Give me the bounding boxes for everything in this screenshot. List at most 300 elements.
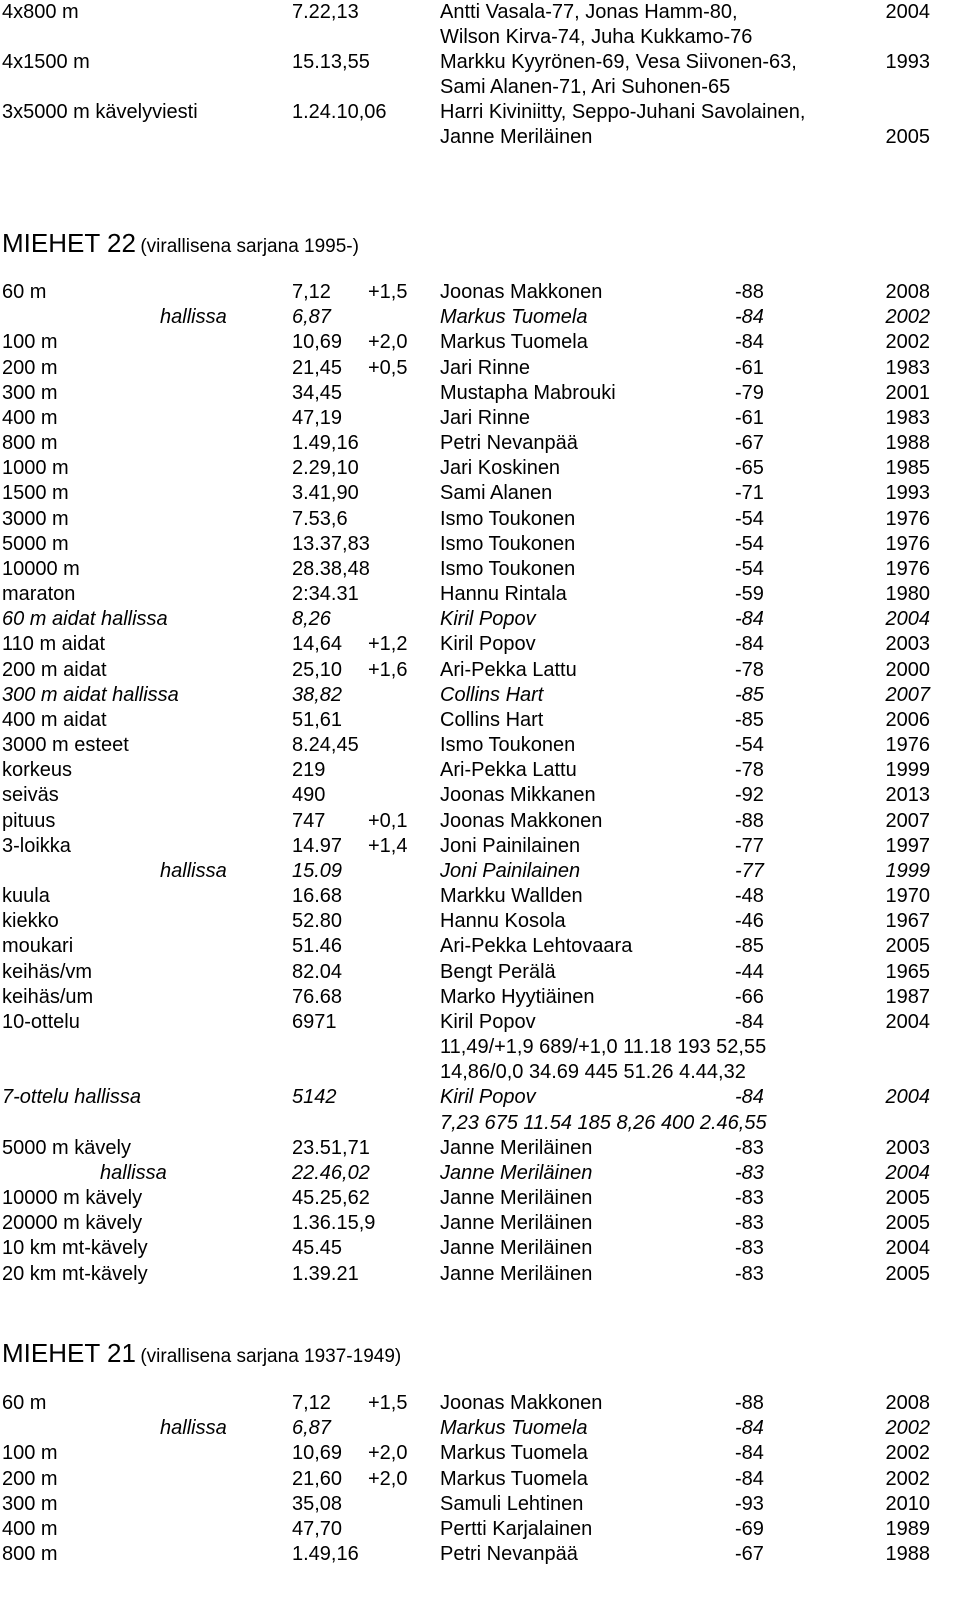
birth-year: -88: [735, 1392, 764, 1414]
record-result: 21,45: [292, 356, 343, 379]
birth-year: -84: [735, 331, 764, 354]
record-result: 7.22,13: [292, 1, 359, 23]
event-name: 3x5000 m kävelyviesti: [2, 101, 198, 123]
record-year: 2004: [885, 1237, 930, 1260]
record-result: 8.24,45: [292, 734, 359, 757]
record-result: 13.37,83: [292, 532, 370, 555]
event-name: 200 m: [2, 356, 58, 379]
birth-year: -93: [735, 1492, 764, 1515]
record-row: [0, 456, 960, 481]
birth-year: -61: [735, 356, 764, 379]
athlete-name: Kiril Popov: [440, 633, 536, 656]
record-row: [0, 356, 960, 381]
record-result: 16.68: [292, 885, 343, 908]
record-row: [0, 934, 960, 959]
record-year: 1999: [885, 759, 930, 782]
record-result: 7.53,6: [292, 507, 348, 530]
birth-year: -78: [735, 759, 764, 782]
event-details: 14,86/0,0 34.69 445 51.26 4.44,32: [440, 1061, 746, 1084]
athlete-name: Joonas Mikkanen: [440, 784, 596, 807]
record-row: [0, 431, 960, 456]
record-result: 25,10: [292, 658, 343, 681]
record-year: 2005: [885, 1212, 930, 1235]
event-name: kiekko: [2, 910, 59, 933]
record-year: 2008: [885, 281, 930, 303]
wind-reading: +0,5: [368, 356, 408, 379]
event-name: hallissa: [160, 306, 227, 329]
birth-year: -77: [735, 834, 764, 857]
record-result: 52.80: [292, 910, 343, 933]
record-result: 82.04: [292, 960, 343, 983]
record-result: 47,19: [292, 406, 343, 429]
event-name: kuula: [2, 885, 50, 908]
record-result: 14,64: [292, 633, 343, 656]
record-row: [0, 1391, 960, 1416]
record-row: [0, 1085, 960, 1110]
record-row: [0, 330, 960, 355]
relay-row: [0, 100, 960, 125]
record-year: 2005: [885, 1187, 930, 1210]
relay-row: [0, 0, 960, 25]
record-year: 2002: [885, 1467, 930, 1490]
record-result: 10,69: [292, 1442, 343, 1465]
athlete-name: Joonas Makkonen: [440, 1392, 603, 1414]
record-result: 490: [292, 784, 326, 807]
athlete-name: Collins Hart: [440, 708, 544, 731]
record-result: 1.39.21: [292, 1262, 359, 1285]
section-title-text: MIEHET 21: [2, 1338, 136, 1368]
record-result: 7,12: [292, 1392, 331, 1414]
record-year: 2004: [885, 1161, 930, 1184]
record-row: [0, 1467, 960, 1492]
record-row: [0, 532, 960, 557]
record-row: [0, 658, 960, 683]
athlete-name: Samuli Lehtinen: [440, 1492, 584, 1515]
event-name: hallissa: [100, 1161, 167, 1184]
record-row: [0, 1136, 960, 1161]
athlete-name: Collins Hart: [440, 683, 544, 706]
event-name: 400 m: [2, 406, 58, 429]
event-name: pituus: [2, 809, 56, 832]
record-year: 1985: [885, 457, 930, 480]
record-detail-row: [0, 1060, 960, 1085]
wind-reading: +2,0: [368, 331, 408, 354]
record-year: 1999: [885, 859, 930, 882]
record-year: 2007: [885, 809, 930, 832]
record-row: [0, 507, 960, 532]
birth-year: -79: [735, 381, 764, 404]
relay-team-continued: Janne Meriläinen: [440, 126, 593, 148]
athlete-name: Janne Meriläinen: [440, 1136, 593, 1159]
event-name: hallissa: [160, 1417, 227, 1440]
athlete-name: Janne Meriläinen: [440, 1187, 593, 1210]
birth-year: -84: [735, 633, 764, 656]
event-name: hallissa: [160, 859, 227, 882]
record-row: [0, 280, 960, 305]
event-details: 7,23 675 11.54 185 8,26 400 2.46,55: [440, 1111, 767, 1134]
record-year: 2002: [885, 1417, 930, 1440]
birth-year: -85: [735, 683, 764, 706]
section-title-miehet-22: [2, 228, 359, 259]
athlete-name: Ari-Pekka Lattu: [440, 658, 577, 681]
record-detail-row: [0, 1035, 960, 1060]
athlete-name: Kiril Popov: [440, 1010, 536, 1033]
record-result: 3.41,90: [292, 482, 359, 505]
record-row: [0, 1236, 960, 1261]
athlete-name: Joonas Makkonen: [440, 281, 603, 303]
wind-reading: +1,2: [368, 633, 408, 656]
athlete-name: Joonas Makkonen: [440, 809, 603, 832]
record-row: [0, 708, 960, 733]
record-year: 1976: [885, 532, 930, 555]
birth-year: -83: [735, 1262, 764, 1285]
record-result: 10,69: [292, 331, 343, 354]
record-year: 2004: [885, 1, 930, 23]
record-result: 219: [292, 759, 326, 782]
record-year: 2002: [885, 306, 930, 329]
record-row: [0, 960, 960, 985]
record-row: [0, 607, 960, 632]
birth-year: -83: [735, 1237, 764, 1260]
athlete-name: Mustapha Mabrouki: [440, 381, 616, 404]
record-year: 1988: [885, 1543, 930, 1566]
record-row: [0, 859, 960, 884]
record-row: [0, 758, 960, 783]
record-result: 51,61: [292, 708, 343, 731]
record-year: 2005: [885, 1262, 930, 1285]
event-name: 4x1500 m: [2, 51, 90, 73]
record-year: 1983: [885, 356, 930, 379]
event-name: 3-loikka: [2, 834, 71, 857]
relay-row-continued: [0, 25, 960, 50]
birth-year: -83: [735, 1212, 764, 1235]
record-row: [0, 733, 960, 758]
athlete-name: Hannu Kosola: [440, 910, 566, 933]
birth-year: -88: [735, 281, 764, 303]
athlete-name: Jari Rinne: [440, 406, 531, 429]
record-result: 1.24.10,06: [292, 101, 387, 123]
athlete-name: Petri Nevanpää: [440, 432, 578, 455]
record-year: 1967: [885, 910, 930, 933]
record-row: [0, 1517, 960, 1542]
record-result: 1.49,16: [292, 432, 359, 455]
record-year: 1989: [885, 1517, 930, 1540]
record-year: 2004: [885, 608, 930, 631]
record-year: 1987: [885, 985, 930, 1008]
relay-team: Markku Kyyrönen-69, Vesa Siivonen-63,: [440, 51, 797, 73]
athlete-name: Janne Meriläinen: [440, 1262, 593, 1285]
birth-year: -65: [735, 457, 764, 480]
record-row: [0, 1186, 960, 1211]
record-year: 1976: [885, 734, 930, 757]
record-row: [0, 381, 960, 406]
event-name: 10 km mt-kävely: [2, 1237, 148, 1260]
record-row: [0, 481, 960, 506]
record-year: 1970: [885, 885, 930, 908]
section-subtitle: (virallisena sarjana 1995-): [140, 236, 359, 257]
athlete-name: Bengt Perälä: [440, 960, 556, 983]
record-result: 7,12: [292, 281, 331, 303]
event-name: 100 m: [2, 331, 58, 354]
event-name: 1500 m: [2, 482, 69, 505]
event-name: 4x800 m: [2, 1, 79, 23]
record-year: 2003: [885, 1136, 930, 1159]
athlete-name: Markus Tuomela: [440, 1417, 588, 1440]
record-result: 15.09: [292, 859, 343, 882]
event-name: 5000 m: [2, 532, 69, 555]
record-row: [0, 557, 960, 582]
athlete-name: Janne Meriläinen: [440, 1237, 593, 1260]
athlete-name: Ari-Pekka Lehtovaara: [440, 935, 633, 958]
athlete-name: Marko Hyytiäinen: [440, 985, 595, 1008]
event-name: korkeus: [2, 759, 73, 782]
event-name: 400 m: [2, 1517, 58, 1540]
athlete-name: Markus Tuomela: [440, 306, 588, 329]
record-year: 1997: [885, 834, 930, 857]
birth-year: -61: [735, 406, 764, 429]
birth-year: -44: [735, 960, 764, 983]
wind-reading: +1,5: [368, 1392, 408, 1414]
birth-year: -48: [735, 885, 764, 908]
athlete-name: Janne Meriläinen: [440, 1212, 593, 1235]
record-result: 747: [292, 809, 326, 832]
birth-year: -54: [735, 532, 764, 555]
relay-team: Harri Kiviniitty, Seppo-Juhani Savolainen,: [440, 101, 806, 123]
record-result: 15.13,55: [292, 51, 370, 73]
athlete-name: Ismo Toukonen: [440, 507, 576, 530]
record-row: [0, 909, 960, 934]
record-row: [0, 834, 960, 859]
event-name: 200 m aidat: [2, 658, 107, 681]
record-result: 1.49,16: [292, 1543, 359, 1566]
record-result: 45.25,62: [292, 1187, 370, 1210]
relay-team: Antti Vasala-77, Jonas Hamm-80,: [440, 1, 738, 23]
event-name: keihäs/vm: [2, 960, 93, 983]
record-result: 1.36.15,9: [292, 1212, 376, 1235]
record-result: 6,87: [292, 1417, 331, 1440]
record-row: [0, 1161, 960, 1186]
wind-reading: +1,4: [368, 834, 408, 857]
record-result: 76.68: [292, 985, 343, 1008]
record-year: 2000: [885, 658, 930, 681]
athlete-name: Markus Tuomela: [440, 1442, 588, 1465]
record-result: 34,45: [292, 381, 343, 404]
birth-year: -85: [735, 935, 764, 958]
relay-row-continued: [0, 125, 960, 150]
birth-year: -71: [735, 482, 764, 505]
event-name: 10000 m: [2, 557, 80, 580]
athlete-name: Pertti Karjalainen: [440, 1517, 593, 1540]
record-row: [0, 683, 960, 708]
event-name: moukari: [2, 935, 74, 958]
record-row: [0, 632, 960, 657]
birth-year: -83: [735, 1161, 764, 1184]
birth-year: -78: [735, 658, 764, 681]
record-result: 6,87: [292, 306, 331, 329]
athlete-name: Petri Nevanpää: [440, 1543, 578, 1566]
birth-year: -77: [735, 859, 764, 882]
record-result: 5142: [292, 1086, 337, 1109]
record-result: 21,60: [292, 1467, 343, 1490]
event-name: 100 m: [2, 1442, 58, 1465]
record-year: 2013: [885, 784, 930, 807]
event-name: 300 m: [2, 381, 58, 404]
relay-row: [0, 50, 960, 75]
record-result: 23.51,71: [292, 1136, 370, 1159]
record-year: 2007: [885, 683, 930, 706]
record-row: [0, 305, 960, 330]
record-row: [0, 1441, 960, 1466]
record-year: 2004: [885, 1086, 930, 1109]
athlete-name: Ismo Toukonen: [440, 734, 576, 757]
record-result: 35,08: [292, 1492, 343, 1515]
athlete-name: Kiril Popov: [440, 1086, 536, 1109]
section-title-text: MIEHET 22: [2, 228, 136, 258]
event-name: 60 m aidat hallissa: [2, 608, 168, 631]
event-name: 200 m: [2, 1467, 58, 1490]
event-name: 800 m: [2, 1543, 58, 1566]
record-row: [0, 406, 960, 431]
record-result: 38,82: [292, 683, 343, 706]
event-name: 10000 m kävely: [2, 1187, 143, 1210]
wind-reading: +1,6: [368, 658, 408, 681]
event-name: 10-ottelu: [2, 1010, 80, 1033]
athlete-name: Kiril Popov: [440, 608, 536, 631]
athlete-name: Sami Alanen: [440, 482, 553, 505]
record-year: 2010: [885, 1492, 930, 1515]
record-row: [0, 783, 960, 808]
wind-reading: +2,0: [368, 1442, 408, 1465]
event-name: 800 m: [2, 432, 58, 455]
record-result: 6971: [292, 1010, 337, 1033]
record-year: 2003: [885, 633, 930, 656]
event-name: 1000 m: [2, 457, 69, 480]
birth-year: -84: [735, 1086, 764, 1109]
record-year: 1988: [885, 432, 930, 455]
athlete-name: Markus Tuomela: [440, 331, 588, 354]
record-row: [0, 1010, 960, 1035]
event-name: seiväs: [2, 784, 59, 807]
record-row: [0, 985, 960, 1010]
athlete-name: Markus Tuomela: [440, 1467, 588, 1490]
athlete-name: Ismo Toukonen: [440, 532, 576, 555]
record-row: [0, 1492, 960, 1517]
athlete-name: Hannu Rintala: [440, 583, 567, 606]
record-result: 47,70: [292, 1517, 343, 1540]
record-year: 2002: [885, 331, 930, 354]
birth-year: -59: [735, 583, 764, 606]
relay-team-continued: Wilson Kirva-74, Juha Kukkamo-76: [440, 26, 753, 48]
section-title-miehet-21: [2, 1338, 401, 1369]
wind-reading: +0,1: [368, 809, 408, 832]
event-name: 5000 m kävely: [2, 1136, 131, 1159]
record-result: 28.38,48: [292, 557, 370, 580]
record-row: [0, 809, 960, 834]
section-subtitle: (virallisena sarjana 1937-1949): [140, 1346, 402, 1367]
record-detail-row: [0, 1111, 960, 1136]
birth-year: -66: [735, 985, 764, 1008]
record-year: 2002: [885, 1442, 930, 1465]
birth-year: -92: [735, 784, 764, 807]
wind-reading: +1,5: [368, 281, 408, 303]
birth-year: -84: [735, 608, 764, 631]
birth-year: -83: [735, 1136, 764, 1159]
record-result: 51.46: [292, 935, 343, 958]
record-year: 2006: [885, 708, 930, 731]
relay-row-continued: [0, 75, 960, 100]
birth-year: -69: [735, 1517, 764, 1540]
record-row: [0, 1262, 960, 1287]
birth-year: -84: [735, 1417, 764, 1440]
record-result: 22.46,02: [292, 1161, 370, 1184]
event-name: 60 m: [2, 281, 47, 303]
birth-year: -84: [735, 1010, 764, 1033]
event-name: 7-ottelu hallissa: [2, 1086, 141, 1109]
event-name: 300 m: [2, 1492, 58, 1515]
record-year: 2001: [885, 381, 930, 404]
athlete-name: Ari-Pekka Lattu: [440, 759, 577, 782]
record-row: [0, 1416, 960, 1441]
event-name: 60 m: [2, 1392, 47, 1414]
birth-year: -83: [735, 1187, 764, 1210]
record-year: 2004: [885, 1010, 930, 1033]
record-result: 2:34.31: [292, 583, 359, 606]
birth-year: -84: [735, 1442, 764, 1465]
athlete-name: Ismo Toukonen: [440, 557, 576, 580]
record-year: 2005: [885, 126, 930, 148]
event-name: keihäs/um: [2, 985, 94, 1008]
event-name: 3000 m: [2, 507, 69, 530]
event-name: 20 km mt-kävely: [2, 1262, 148, 1285]
athlete-name: Joni Painilainen: [440, 859, 581, 882]
birth-year: -54: [735, 507, 764, 530]
birth-year: -84: [735, 306, 764, 329]
record-row: [0, 884, 960, 909]
birth-year: -46: [735, 910, 764, 933]
birth-year: -88: [735, 809, 764, 832]
record-result: 2.29,10: [292, 457, 359, 480]
wind-reading: +2,0: [368, 1467, 408, 1490]
record-year: 2005: [885, 935, 930, 958]
athlete-name: Janne Meriläinen: [440, 1161, 593, 1184]
birth-year: -67: [735, 432, 764, 455]
record-row: [0, 1542, 960, 1567]
birth-year: -54: [735, 734, 764, 757]
athlete-name: Joni Painilainen: [440, 834, 581, 857]
record-year: 1965: [885, 960, 930, 983]
event-details: 11,49/+1,9 689/+1,0 11.18 193 52,55: [440, 1036, 767, 1059]
record-result: 14.97: [292, 834, 343, 857]
birth-year: -84: [735, 1467, 764, 1490]
record-year: 1983: [885, 406, 930, 429]
record-year: 1993: [885, 51, 930, 73]
record-year: 1980: [885, 583, 930, 606]
record-year: 2008: [885, 1392, 930, 1414]
relay-team-continued: Sami Alanen-71, Ari Suhonen-65: [440, 76, 731, 98]
record-result: 8,26: [292, 608, 331, 631]
record-year: 1976: [885, 507, 930, 530]
event-name: maraton: [2, 583, 76, 606]
record-row: [0, 1211, 960, 1236]
event-name: 400 m aidat: [2, 708, 107, 731]
event-name: 300 m aidat hallissa: [2, 683, 179, 706]
birth-year: -67: [735, 1543, 764, 1566]
record-result: 45.45: [292, 1237, 343, 1260]
record-row: [0, 582, 960, 607]
event-name: 3000 m esteet: [2, 734, 129, 757]
record-year: 1993: [885, 482, 930, 505]
birth-year: -85: [735, 708, 764, 731]
